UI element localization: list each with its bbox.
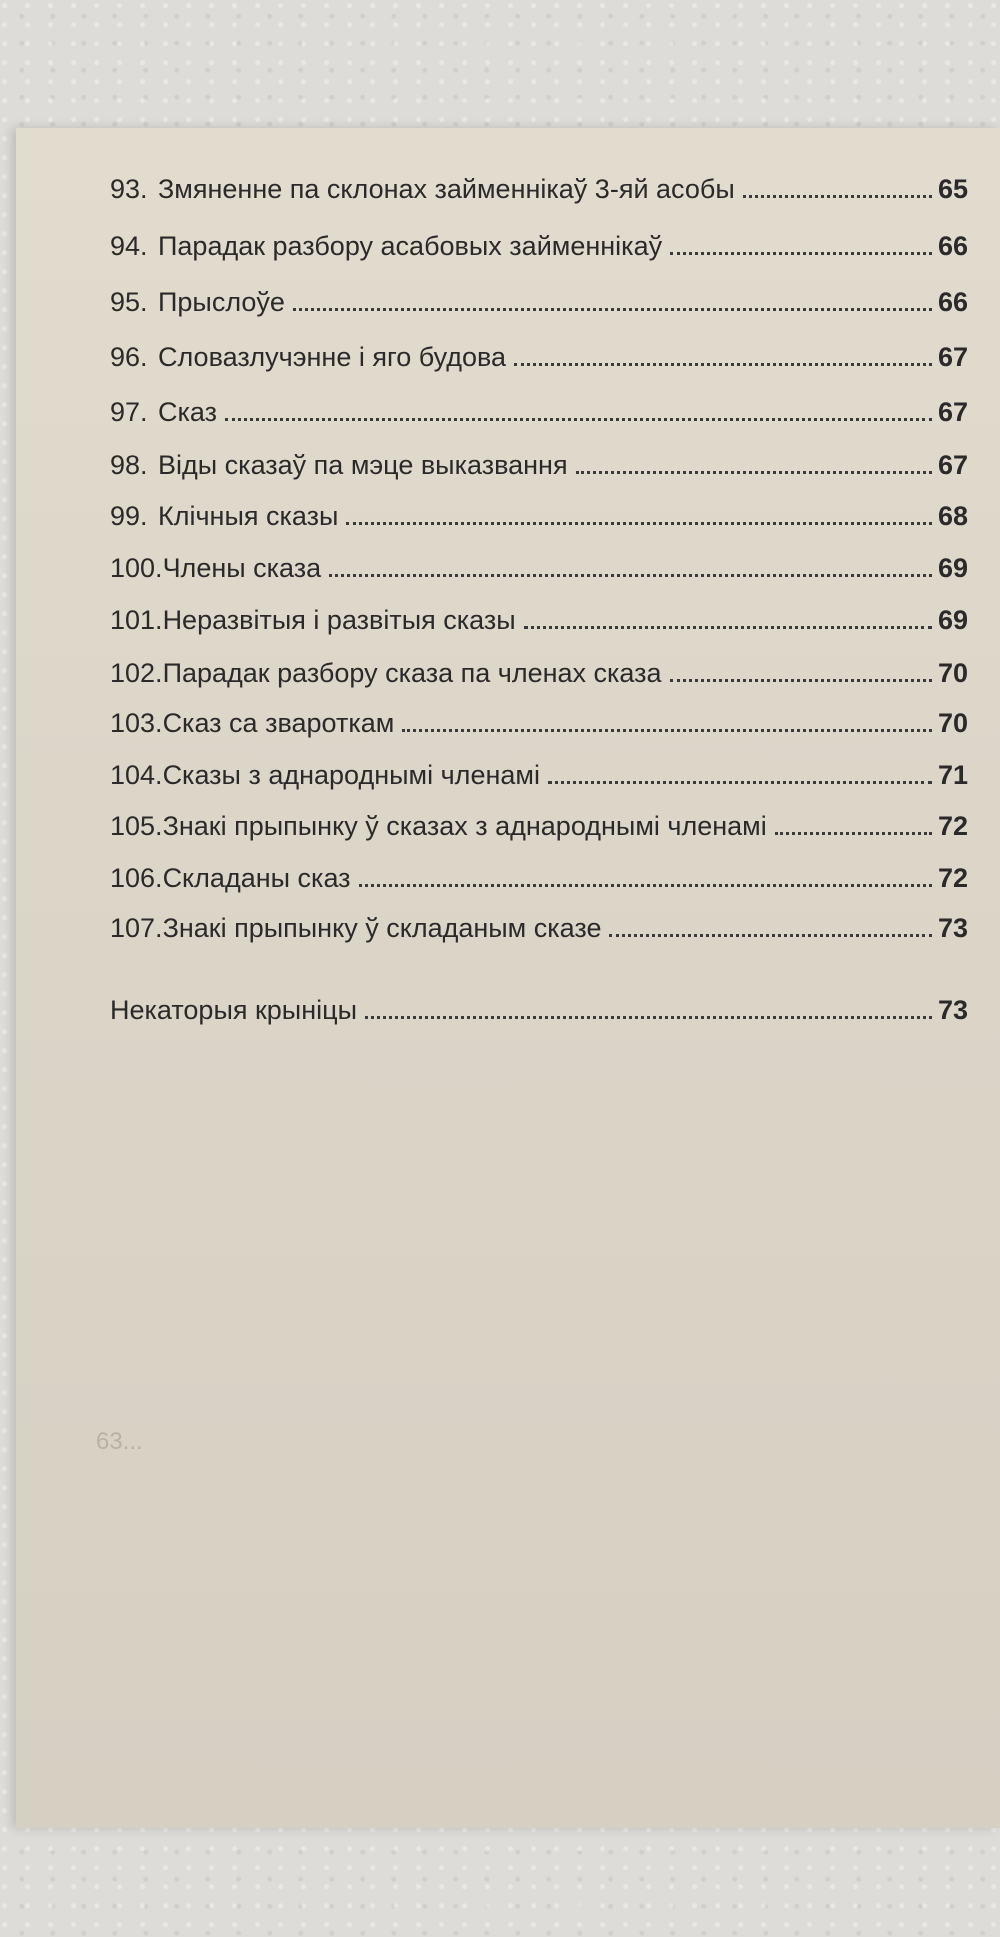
toc-entry xyxy=(110,342,968,373)
entry-number: 102. xyxy=(110,658,163,688)
entry-number: 104. xyxy=(110,760,163,790)
sources-title: Некаторыя крыніцы xyxy=(110,995,357,1025)
entry-title: Неразвітыя і развітыя сказы xyxy=(162,605,516,635)
entry-title: Члены сказа xyxy=(162,553,322,583)
entry-title: Словазлучэнне і яго будова xyxy=(158,342,507,372)
toc-entry xyxy=(110,708,968,739)
toc-entry xyxy=(110,231,968,262)
entry-title: Парадак разбору сказа па членах сказа xyxy=(162,658,662,688)
entry-page: 67 xyxy=(937,397,968,427)
entry-number: 97. xyxy=(110,397,148,427)
book-page xyxy=(16,128,1000,1828)
entry-page: 67 xyxy=(937,450,968,480)
toc-sources-entry xyxy=(110,995,968,1026)
dot-leader xyxy=(775,832,932,835)
dot-leader xyxy=(225,418,932,421)
entry-title: Клічныя сказы xyxy=(158,501,339,531)
entry-number: 96. xyxy=(110,342,148,372)
toc-entry xyxy=(110,760,968,791)
dot-leader xyxy=(609,934,931,937)
entry-title: Парадак разбору асабовых займеннікаў xyxy=(158,231,663,261)
entry-number: 94. xyxy=(110,231,148,261)
toc-entry xyxy=(110,811,968,842)
dot-leader xyxy=(514,363,932,366)
entry-number: 101. xyxy=(110,605,163,635)
entry-number: 106. xyxy=(110,863,163,893)
dot-leader xyxy=(329,574,932,577)
toc-entry xyxy=(110,450,968,481)
sources-page: 73 xyxy=(937,995,968,1025)
dot-leader xyxy=(346,522,932,525)
entry-page: 72 xyxy=(937,863,968,893)
entry-number: 103. xyxy=(110,708,163,738)
entry-number: 99. xyxy=(110,501,148,531)
entry-number: 100. xyxy=(110,553,163,583)
entry-number: 93. xyxy=(110,174,148,204)
entry-title: Прыслоўе xyxy=(158,287,285,317)
toc-entry xyxy=(110,174,968,205)
entry-page: 68 xyxy=(937,501,968,531)
dot-leader xyxy=(524,626,932,629)
dot-leader xyxy=(670,679,932,682)
entry-title: Сказы з аднароднымі членамі xyxy=(162,760,540,790)
entry-page: 70 xyxy=(937,658,968,688)
dot-leader xyxy=(670,252,932,255)
entry-title: Складаны сказ xyxy=(162,863,351,893)
toc-entry xyxy=(110,863,968,894)
entry-title: Сказ са звароткам xyxy=(162,708,395,738)
entry-page: 70 xyxy=(937,708,968,738)
faint-show-through-text: 63... xyxy=(96,1428,143,1455)
entry-number: 107. xyxy=(110,913,163,943)
toc-entry xyxy=(110,501,968,532)
dot-leader xyxy=(365,1016,932,1019)
entry-number: 98. xyxy=(110,450,148,480)
toc-entry xyxy=(110,287,968,318)
toc-entry xyxy=(110,397,968,428)
toc-entry xyxy=(110,658,968,689)
entry-page: 66 xyxy=(937,231,968,261)
entry-number: 95. xyxy=(110,287,148,317)
dot-leader xyxy=(576,471,932,474)
entry-page: 66 xyxy=(937,287,968,317)
dot-leader xyxy=(548,781,932,784)
dot-leader xyxy=(402,729,932,732)
entry-page: 69 xyxy=(937,553,968,583)
dot-leader xyxy=(359,884,932,887)
toc-entry xyxy=(110,605,968,636)
entry-title: Сказ xyxy=(158,397,217,427)
toc-entry xyxy=(110,553,968,584)
entry-number: 105. xyxy=(110,811,163,841)
entry-page: 65 xyxy=(937,174,968,204)
toc-entry xyxy=(110,913,968,944)
entry-page: 72 xyxy=(937,811,968,841)
dot-leader xyxy=(743,195,932,198)
entry-title: Знакі прыпынку ў сказах з аднароднымі членамі xyxy=(162,811,767,841)
entry-page: 67 xyxy=(937,342,968,372)
dot-leader xyxy=(293,308,932,311)
entry-title: Знакі прыпынку ў складаным сказе xyxy=(162,913,602,943)
entry-title: Віды сказаў па мэце выказвання xyxy=(158,450,568,480)
entry-title: Змяненне па склонах займеннікаў 3-яй асобы xyxy=(158,174,735,204)
table-of-contents xyxy=(16,128,1000,1828)
entry-page: 71 xyxy=(937,760,968,790)
entry-page: 69 xyxy=(937,605,968,635)
entry-page: 73 xyxy=(937,913,968,943)
